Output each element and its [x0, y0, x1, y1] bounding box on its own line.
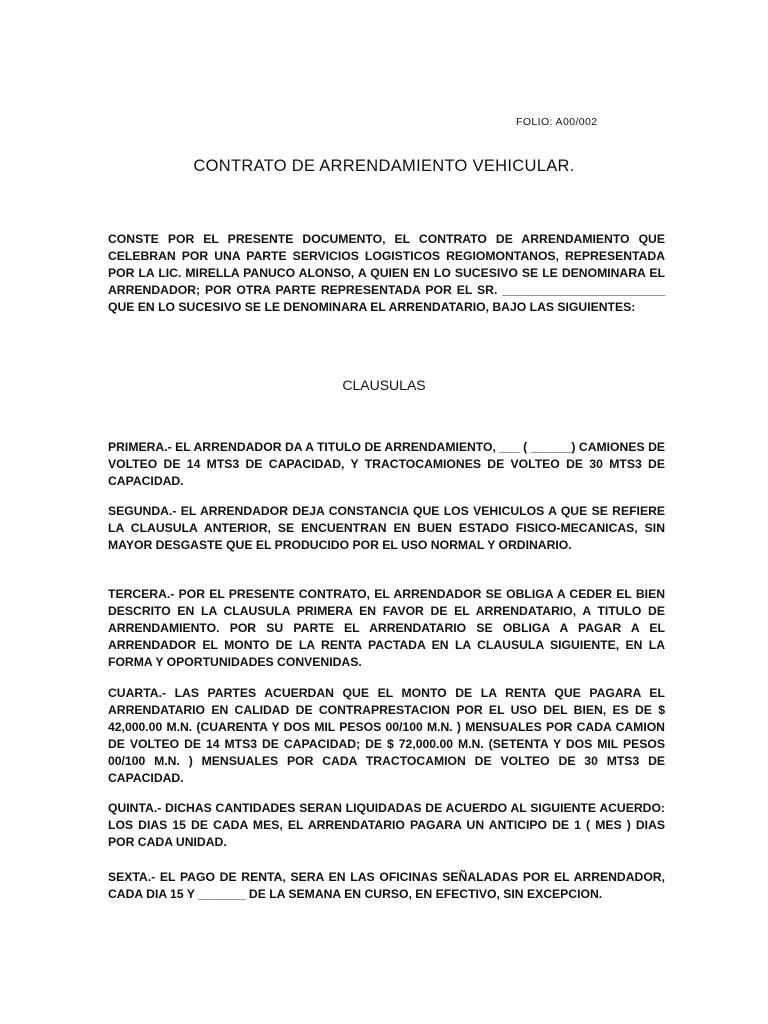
- contract-title: CONTRATO DE ARRENDAMIENTO VEHICULAR.: [193, 157, 575, 175]
- clause-primera: PRIMERA.- EL ARRENDADOR DA A TITULO DE ARRENDAMIENTO, ___ ( ______) CAMIONES DE VOLTEO DE 14 MTS3 DE CAPACIDAD, Y TRACTOCAMIONES DE VOLTEO DE 30 MTS3 DE CAPACIDAD.: [108, 440, 665, 488]
- clause-tercera: TERCERA.- POR EL PRESENTE CONTRATO, EL ARRENDADOR SE OBLIGA A CEDER EL BIEN DESCRITO EN LA CLAUSULA PRIMERA EN FAVOR DE EL ARRENDATARIO, A TITULO DE ARRENDAMIENTO. POR SU PARTE EL ARRENDATARIO SE OBLIGA A PAGAR A EL ARRENDADOR EL MONTO DE LA RENTA PACTADA EN LA CLAUSULA SIGUIENTE, EN LA FORMA Y OPORTUNIDADES CONVENIDAS.: [108, 587, 665, 669]
- clause-sexta: SEXTA.- EL PAGO DE RENTA, SERA EN LAS OFICINAS SEÑALADAS POR EL ARRENDADOR, CADA DIA 15 Y _______ DE LA SEMANA EN CURSO, EN EFECTIVO, SIN EXCEPCION.: [108, 870, 665, 901]
- clause-quinta: QUINTA.- DICHAS CANTIDADES SERAN LIQUIDADAS DE ACUERDO AL SIGUIENTE ACUERDO: LOS DIAS 15 DE CADA MES, EL ARRENDATARIO PAGARA UN ANTICIPO DE 1 ( MES ) DIAS POR CADA UNIDAD.: [108, 801, 665, 849]
- clausulas-heading: CLAUSULAS: [342, 377, 426, 393]
- intro-paragraph: CONSTE POR EL PRESENTE DOCUMENTO, EL CONTRATO DE ARRENDAMIENTO QUE CELEBRAN POR UNA PARTE SERVICIOS LOGISTICOS REGIOMONTANOS, REPRESENTADA POR LA LIC. MIRELLA PANUCO ALONSO, A QUIEN EN LO SUCESIVO SE LE DENOMINARA EL ARRENDADOR; POR OTRA PARTE REPRESENTADA POR EL SR. ________________________ QUE EN LO SUCESIVO SE LE DENOMINARA EL ARRENDATARIO, BAJO LAS SIGUIENTES:: [108, 232, 665, 314]
- folio-number: FOLIO: A00/002: [516, 116, 598, 128]
- clause-cuarta: CUARTA.- LAS PARTES ACUERDAN QUE EL MONTO DE LA RENTA QUE PAGARA EL ARRENDATARIO EN CALIDAD DE CONTRAPRESTACION POR EL USO DEL BIEN, ES DE $ 42,000.00 M.N. (CUARENTA Y DOS MIL PESOS 00/100 M.N. ) MENSUALES POR CADA CAMION DE VOLTEO DE 14 MTS3 DE CAPACIDAD; DE $ 72,000.00 M.N. (SETENTA Y DOS MIL PESOS 00/100 M.N. ) MENSUALES POR CADA TRACTOCAMION DE VOLTEO DE 30 MTS3 DE CAPACIDAD.: [108, 686, 665, 785]
- clause-segunda: SEGUNDA.- EL ARRENDADOR DEJA CONSTANCIA QUE LOS VEHICULOS A QUE SE REFIERE LA CLAUSULA ANTERIOR, SE ENCUENTRAN EN BUEN ESTADO FISICO-MECANICAS, SIN MAYOR DESGASTE QUE EL PRODUCIDO POR EL USO NORMAL Y ORDINARIO.: [108, 504, 665, 552]
